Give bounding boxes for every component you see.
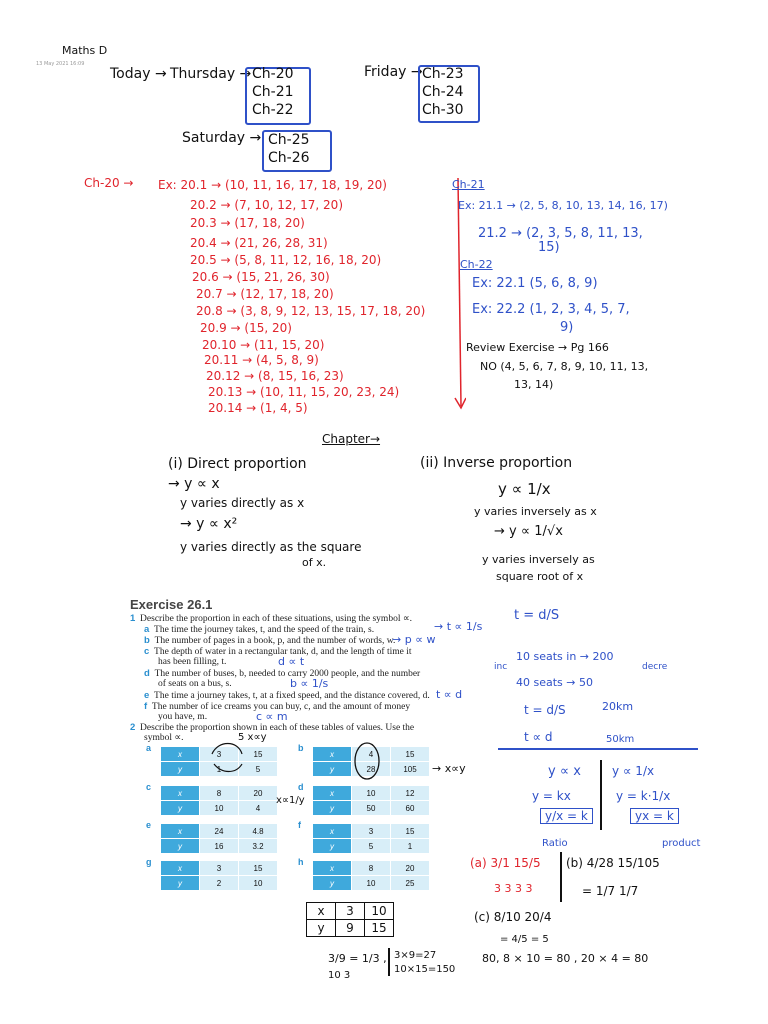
- ratio-eq: y/x = k: [540, 808, 593, 824]
- table-cell: 8: [352, 861, 391, 876]
- table-cell: 10: [352, 786, 391, 801]
- table-cell: 4.8: [239, 824, 278, 839]
- seats-2: 40 seats → 50: [516, 676, 593, 689]
- work-a: (a) 3/1 15/5: [470, 856, 541, 870]
- direct-line3: → y ∝ x²: [180, 516, 238, 532]
- ch20-row: 20.10 → (11, 15, 20): [202, 338, 325, 352]
- table-cell: 2: [200, 876, 239, 891]
- product-label: product: [662, 838, 701, 849]
- ch20-row: 20.4 → (21, 26, 28, 31): [190, 236, 328, 250]
- q1-item: b The number of pages in a book, p, and the number of words, w.: [144, 635, 396, 646]
- table-cell: x: [161, 861, 200, 876]
- table-cell: 4: [239, 801, 278, 816]
- table-cell: 10: [352, 876, 391, 891]
- work-a2: 3 3 3 3: [494, 882, 533, 895]
- annot-table-c: x∝1/y: [276, 795, 305, 806]
- km50: 50km: [606, 734, 635, 745]
- friday-label: Friday →: [364, 64, 423, 80]
- table-cell: 3: [352, 824, 391, 839]
- q1-item: d The number of buses, b, needed to carry 2000 people, and the number: [144, 668, 421, 679]
- ch20-row: 20.5 → (5, 8, 11, 12, 16, 18, 20): [190, 253, 382, 267]
- table-cell: y: [161, 762, 200, 777]
- seats-1: 10 seats in → 200: [516, 650, 614, 663]
- ch21-label: Ch-21: [452, 178, 485, 191]
- annot-table-b: → x∝y: [432, 762, 466, 775]
- table-cell: x: [161, 747, 200, 762]
- table-cell: y: [307, 920, 336, 937]
- table-cell: 25: [391, 876, 430, 891]
- table-cell: 15: [391, 824, 430, 839]
- thursday-ch-1: Ch-20: [252, 66, 294, 82]
- vertical-divider: [600, 760, 602, 830]
- q1-item: e The time a journey takes, t, at a fixed speed, and the distance covered, d.: [144, 690, 430, 701]
- table-cell: x: [313, 861, 352, 876]
- q1-item: you have, m.: [158, 712, 208, 722]
- table-cell: y: [313, 876, 352, 891]
- q1-item: c The depth of water in a rectangular tank, d, and the length of time it: [144, 646, 412, 657]
- table-cell: 3: [200, 861, 239, 876]
- km20: 20km: [602, 700, 634, 713]
- y-prop-x: y ∝ x: [548, 764, 581, 779]
- table-cell: 15: [239, 861, 278, 876]
- ch20-row: 20.14 → (1, 4, 5): [208, 401, 308, 415]
- table-cell: 10: [200, 801, 239, 816]
- table-cell: 60: [391, 801, 430, 816]
- thursday-ch-3: Ch-22: [252, 102, 294, 118]
- q2-line2: symbol ∝.: [144, 733, 184, 743]
- divider-line: [498, 748, 698, 750]
- friday-ch-3: Ch-30: [422, 102, 464, 118]
- note-date: 13 May 2021: [36, 61, 69, 67]
- table-label: d: [298, 782, 304, 792]
- work-e: (c) 8/10 20/4: [474, 910, 552, 924]
- table-cell: 15: [391, 747, 430, 762]
- tad: t ∝ d: [524, 730, 553, 744]
- table-cell: x: [161, 786, 200, 801]
- saturday-label: Saturday →: [182, 130, 262, 146]
- direct-line5: of x.: [302, 556, 327, 569]
- table-cell: 9: [336, 920, 365, 937]
- ch20-row: 20.13 → (10, 11, 15, 20, 23, 24): [208, 385, 400, 399]
- ch22-line2b: 9): [560, 320, 574, 335]
- table-label: g: [146, 857, 152, 867]
- friday-ch-2: Ch-24: [422, 84, 464, 100]
- hw-divider: [388, 948, 390, 976]
- table-cell: 105: [391, 762, 430, 777]
- table-cell: 16: [200, 839, 239, 854]
- page-title: Maths D: [62, 44, 108, 57]
- ch22-line2: Ex: 22.2 (1, 2, 3, 4, 5, 7,: [472, 302, 630, 317]
- inverse-line2: y varies inversely as x: [474, 505, 597, 518]
- work-e3: 80, 8 × 10 = 80 , 20 × 4 = 80: [482, 952, 649, 965]
- hw-frac: 3/9 = 1/3 ,: [328, 952, 387, 965]
- q2: 2 Describe the proportion shown in each of these tables of values. Use the: [130, 722, 415, 733]
- work-b2: = 1/7 1/7: [582, 884, 639, 898]
- saturday-ch-2: Ch-26: [268, 150, 310, 166]
- table-g: [160, 860, 278, 891]
- y-kx: y = kx: [532, 789, 571, 803]
- chapter-heading: Chapter→: [322, 432, 381, 446]
- table-d: [312, 785, 430, 816]
- thursday-label: Thursday →: [170, 66, 252, 82]
- direct-line4: y varies directly as the square: [180, 540, 362, 554]
- today-label: Today →: [110, 66, 167, 82]
- table-cell: 8: [200, 786, 239, 801]
- table-cell: y: [161, 839, 200, 854]
- ch22-label: Ch-22: [460, 258, 493, 271]
- table-cell: x: [313, 786, 352, 801]
- ratio-label: Ratio: [542, 838, 568, 849]
- inverse-title: (ii) Inverse proportion: [420, 455, 573, 471]
- work-divider: [560, 852, 562, 902]
- exercise-title: Exercise 26.1: [130, 597, 213, 612]
- table-cell: 50: [352, 801, 391, 816]
- review-line2: NO (4, 5, 6, 7, 8, 9, 10, 11, 13,: [480, 360, 649, 373]
- ch20-row: 20.7 → (12, 17, 18, 20): [196, 287, 334, 301]
- table-cell: 20: [239, 786, 278, 801]
- table-e: [160, 823, 278, 854]
- note-time: 16:09: [70, 61, 85, 67]
- table-cell: 28: [352, 762, 391, 777]
- dec-label: decre: [642, 662, 668, 672]
- table-cell: y: [313, 839, 352, 854]
- work-b: (b) 4/28 15/105: [566, 856, 660, 870]
- annot-f: c ∝ m: [256, 710, 288, 723]
- inverse-line5: square root of x: [496, 570, 584, 583]
- hw-10: 10 3: [328, 970, 351, 981]
- hw-calc2: 10×15=150: [394, 964, 456, 975]
- inverse-line3: → y ∝ 1/√x: [494, 524, 563, 539]
- direct-line2: y varies directly as x: [180, 496, 305, 510]
- inc-label: inc: [494, 662, 508, 672]
- saturday-ch-1: Ch-25: [268, 132, 310, 148]
- table-c: [160, 785, 278, 816]
- table-h: [312, 860, 430, 891]
- ch20-row: Ex: 20.1 → (10, 11, 16, 17, 18, 19, 20): [158, 178, 387, 192]
- table-cell: 10: [365, 903, 394, 920]
- prod-eq: yx = k: [630, 808, 679, 824]
- table-cell: 20: [391, 861, 430, 876]
- table-cell: 1: [200, 762, 239, 777]
- ch20-row: 20.11 → (4, 5, 8, 9): [204, 353, 319, 367]
- review-line1: Review Exercise → Pg 166: [466, 341, 609, 354]
- table-cell: 3: [200, 747, 239, 762]
- table-cell: 12: [391, 786, 430, 801]
- ch21-line1: Ex: 21.1 → (2, 5, 8, 10, 13, 14, 16, 17): [458, 199, 668, 212]
- ch20-row: 20.12 → (8, 15, 16, 23): [206, 369, 344, 383]
- table-cell: 3: [336, 903, 365, 920]
- table-cell: x: [161, 824, 200, 839]
- ch20-row: 20.3 → (17, 18, 20): [190, 216, 305, 230]
- annot-b: → p ∝ w: [392, 633, 436, 646]
- table-cell: y: [161, 876, 200, 891]
- table-cell: 3.2: [239, 839, 278, 854]
- table-cell: y: [161, 801, 200, 816]
- table-label: h: [298, 857, 304, 867]
- curve-annotation: [208, 738, 248, 778]
- q1: 1 Describe the proportion in each of these situations, using the symbol ∝.: [130, 613, 412, 624]
- review-line3: 13, 14): [514, 378, 554, 391]
- friday-ch-1: Ch-23: [422, 66, 464, 82]
- table-cell: x: [307, 903, 336, 920]
- table-cell: 15: [239, 747, 278, 762]
- inverse-line1: y ∝ 1/x: [498, 480, 551, 498]
- annot-d: b ∝ 1/s: [290, 677, 329, 690]
- table-cell: 5: [352, 839, 391, 854]
- table-cell: x: [313, 747, 352, 762]
- ch21-line2: 21.2 → (2, 3, 5, 8, 11, 13,: [478, 226, 643, 241]
- ch21-line2b: 15): [538, 240, 560, 255]
- ch22-line1: Ex: 22.1 (5, 6, 8, 9): [472, 276, 598, 291]
- table-cell: 10: [239, 876, 278, 891]
- ch20-row: 20.6 → (15, 21, 26, 30): [192, 270, 330, 284]
- ch20-row: 20.9 → (15, 20): [200, 321, 292, 335]
- t-dist: t = d/S: [514, 608, 560, 623]
- q1-item: of seats on a bus, s.: [158, 679, 232, 689]
- circle-annotation: [352, 740, 382, 782]
- work-e2: = 4/5 = 5: [500, 934, 549, 945]
- ch20-label: Ch-20 →: [84, 176, 134, 190]
- q1-item: has been filling, t.: [158, 657, 227, 667]
- table-f: [312, 823, 430, 854]
- table-cell: x: [313, 824, 352, 839]
- table-label: e: [146, 820, 152, 830]
- direct-title: (i) Direct proportion: [168, 456, 307, 472]
- ch20-row: 20.2 → (7, 10, 12, 17, 20): [190, 198, 343, 212]
- q1-item: f The number of ice creams you can buy, c, and the amount of money: [144, 701, 411, 712]
- direct-line1: → y ∝ x: [168, 476, 220, 492]
- inverse-line4: y varies inversely as: [482, 553, 595, 566]
- handwritten-table: [306, 902, 394, 937]
- annot-c: d ∝ t: [278, 655, 305, 668]
- table-cell: y: [313, 762, 352, 777]
- table-cell: 4: [352, 747, 391, 762]
- annot-a: → t ∝ 1/s: [434, 620, 483, 633]
- thursday-ch-2: Ch-21: [252, 84, 294, 100]
- annot-e: t ∝ d: [436, 688, 463, 701]
- y-k-inv: y = k·1/x: [616, 789, 671, 803]
- table-label: a: [146, 743, 152, 753]
- table-cell: 15: [365, 920, 394, 937]
- hw-calc1: 3×9=27: [394, 950, 437, 961]
- ch20-row: 20.8 → (3, 8, 9, 12, 13, 15, 17, 18, 20): [196, 304, 426, 318]
- q1-item: a The time the journey takes, t, and the speed of the train, s.: [144, 624, 375, 635]
- table-cell: 5: [239, 762, 278, 777]
- red-divider-arrow: [452, 176, 466, 416]
- annot-table-a: 5 x∝y: [238, 732, 267, 743]
- table-label: f: [298, 820, 301, 830]
- table-label: c: [146, 782, 152, 792]
- tds: t = d/S: [524, 703, 566, 717]
- table-cell: 1: [391, 839, 430, 854]
- table-cell: 24: [200, 824, 239, 839]
- table-cell: y: [313, 801, 352, 816]
- table-label: b: [298, 743, 304, 753]
- y-inv-x: y ∝ 1/x: [612, 764, 655, 778]
